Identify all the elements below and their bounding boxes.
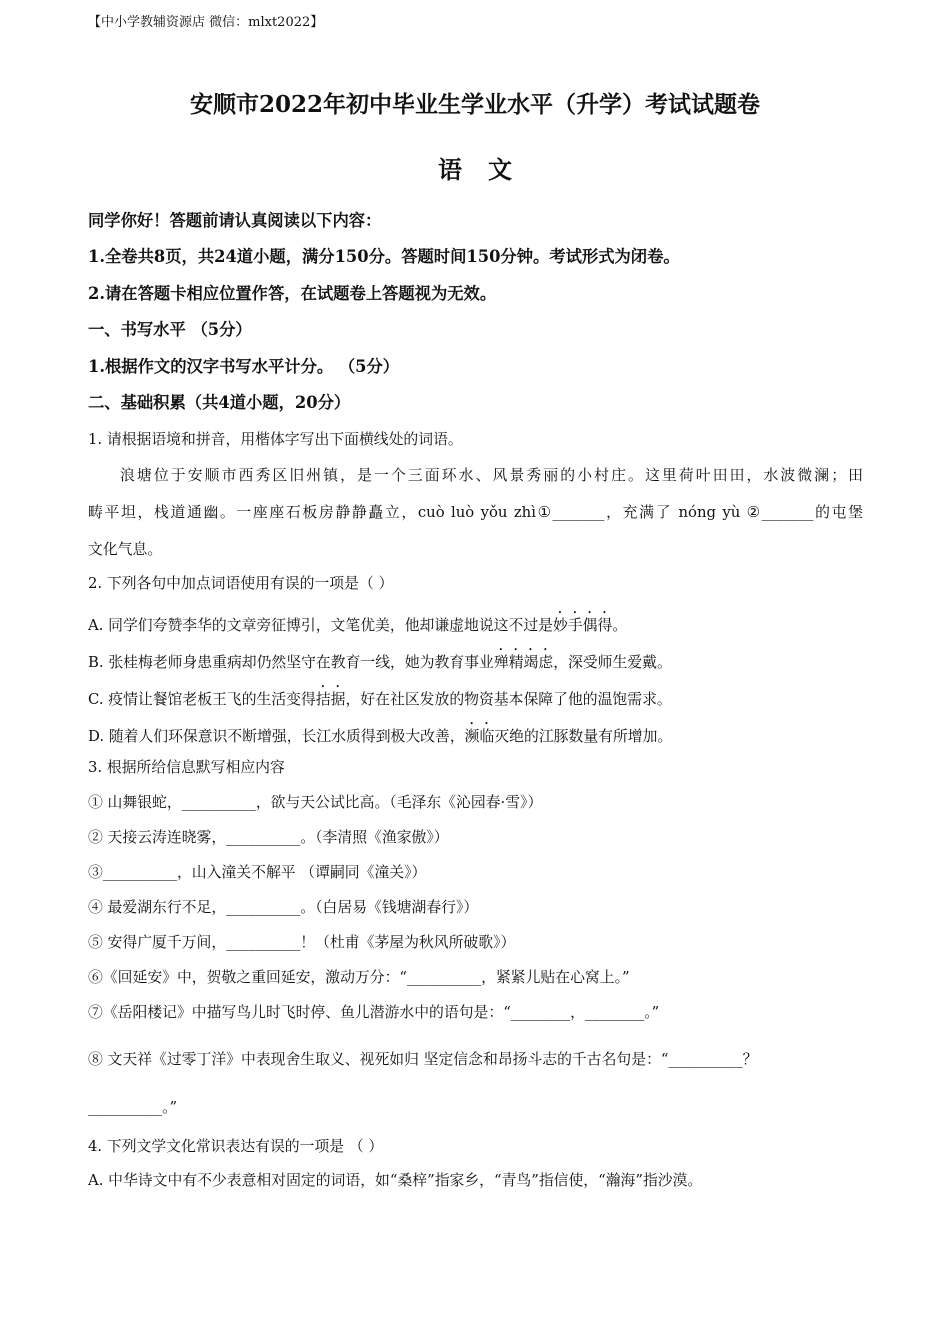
instructions-greeting: 同学你好！答题前请认真阅读以下内容： (88, 211, 382, 230)
option-text: B. 张桂梅老师身患重病却仍然坚守在教育一线，她为教育事业 (88, 654, 494, 671)
option-text: 。 (612, 617, 628, 634)
question-3-item-8-continued: __________。” (88, 1099, 178, 1116)
watermark: 【中小学教辅资源店 微信：mlxt2022】 (88, 15, 324, 30)
dotted-word: 濒临 (464, 728, 495, 745)
exam-title: 安顺市2022年初中毕业生学业水平（升学）考试试题卷 (189, 91, 760, 118)
question-2-option-d (88, 720, 863, 748)
question-3-item-4: ④ 最爱湖东行不足，__________。（白居易《钱塘湖春行》） (88, 899, 479, 916)
question-2-option-c (88, 683, 863, 711)
dotted-word: 拮据 (315, 691, 346, 708)
option-text: D. 随着人们环保意识不断增强，长江水质得到极大改善， (88, 728, 465, 745)
section-1-question-1: 1.根据作文的汉字书写水平计分。 （5分） (88, 357, 400, 376)
question-3-item-1: ① 山舞银蛇，__________，欲与天公试比高。（毛泽东《沁园春·雪》） (88, 794, 543, 811)
question-3-item-8: ⑧ 文天祥《过零丁洋》中表现舍生取义、视死如归 坚定信念和昂扬斗志的千古名句是：“__________？ (88, 1051, 758, 1068)
question-2-option-b (88, 646, 863, 674)
question-4-stem: 4. 下列文学文化常识表达有误的一项是 （ ） (88, 1138, 384, 1155)
question-2-option-a (88, 609, 863, 637)
dotted-word: 殚精竭虑 (493, 654, 554, 671)
instruction-item-2: 2.请在答题卡相应位置作答，在试题卷上答题视为无效。 (88, 284, 497, 303)
option-text: 灭绝的江豚数量有所增加。 (494, 728, 673, 745)
subject-title: 语文 (438, 155, 538, 184)
option-text: C. 疫情让餐馆老板王飞的生活变得 (88, 691, 316, 708)
question-1-passage-line-2: 畴平坦，栈道通幽。一座座石板房静静矗立，cuò luò yǒu zhì①_______，充满了 nóng yù ②_______的屯堡 (88, 504, 863, 521)
instruction-item-1: 1.全卷共8页，共24道小题，满分150分。答题时间150分钟。考试形式为闭卷。 (88, 247, 680, 266)
question-1-passage-line-1: 浪塘位于安顺市西秀区旧州镇，是一个三面环水、风景秀丽的小村庄。这里荷叶田田，水波微澜；田 (120, 467, 863, 484)
question-3-stem: 3. 根据所给信息默写相应内容 (88, 759, 285, 776)
option-text: A. 同学们夸赞李华的文章旁征博引，文笔优美，他却谦虚地说这不过是 (88, 617, 553, 634)
question-3-item-3: ③__________，山入潼关不解平 （谭嗣同《潼关》） (88, 864, 427, 881)
section-1-heading: 一、书写水平 （5分） (88, 320, 252, 339)
dotted-word: 妙手偶得 (552, 617, 613, 634)
option-text: ，好在社区发放的物资基本保障了他的温饱需求。 (345, 691, 672, 708)
question-2-stem: 2. 下列各句中加点词语使用有误的一项是（ ） (88, 575, 394, 592)
option-text: ，深受师生爱戴。 (553, 654, 672, 671)
question-3-item-2: ② 天接云涛连晓雾，__________。（李清照《渔家傲》） (88, 829, 449, 846)
question-4-option-a: A. 中华诗文中有不少表意相对固定的词语，如“桑梓”指家乡，“青鸟”指信使，“瀚海”指沙漠。 (88, 1172, 703, 1189)
question-3-item-5: ⑤ 安得广厦千万间，__________！（杜甫《茅屋为秋风所破歌》） (88, 934, 516, 951)
question-1-passage-line-3: 文化气息。 (88, 541, 163, 558)
question-3-item-7: ⑦《岳阳楼记》中描写鸟儿时飞时停、鱼儿潜游水中的语句是：“________，________。” (88, 1004, 660, 1021)
question-3-item-6: ⑥《回延安》中，贺敬之重回延安，激动万分：“__________，紧紧儿贴在心窝上。” (88, 969, 630, 986)
question-1-stem: 1. 请根据语境和拼音，用楷体字写出下面横线处的词语。 (88, 431, 463, 448)
section-2-heading: 二、基础积累（共4道小题，20分） (88, 393, 351, 412)
